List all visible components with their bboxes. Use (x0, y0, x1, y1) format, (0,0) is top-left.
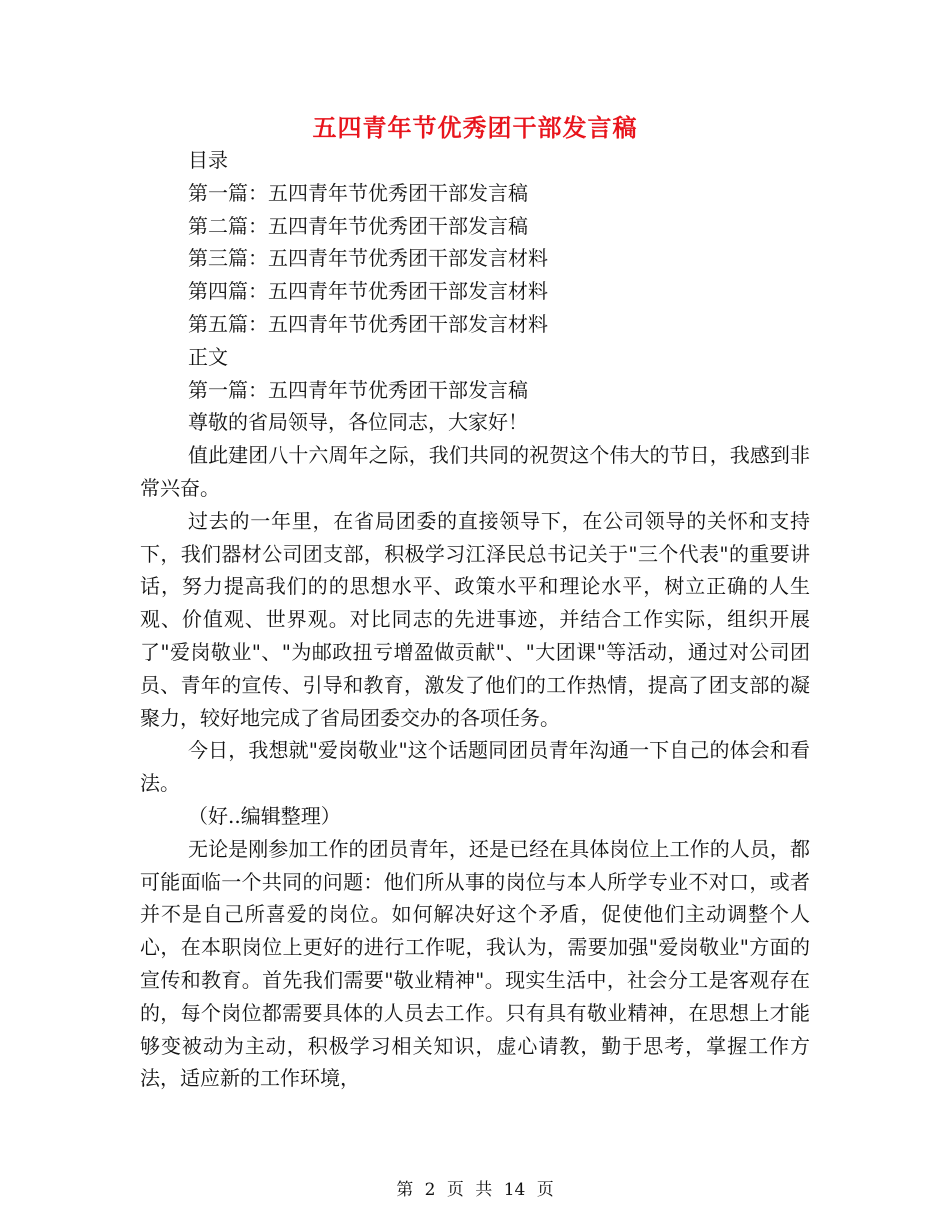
section-title: 第一篇：五四青年节优秀团干部发言稿 (188, 377, 528, 402)
editor-note: （好..编辑整理） (188, 803, 341, 828)
greeting: 尊敬的省局领导，各位同志，大家好！ (188, 410, 528, 435)
page-number: 第 2 页 共 14 页 (396, 1180, 554, 1200)
toc-item: 第三篇：五四青年节优秀团干部发言材料 (188, 246, 548, 271)
toc-item: 第五篇：五四青年节优秀团干部发言材料 (188, 311, 548, 336)
paragraph: 今日，我想就"爱岗敬业"这个话题同团员青年沟通一下自己的体会和看法。 (140, 738, 810, 796)
toc-heading: 目录 (188, 148, 228, 172)
paragraph: 值此建团八十六周年之际，我们共同的祝贺这个伟大的节日，我感到非常兴奋。 (140, 443, 810, 500)
document-title: 五四青年节优秀团干部发言稿 (312, 114, 638, 142)
document-body (140, 144, 810, 1095)
paragraph: 过去的一年里，在省局团委的直接领导下，在公司领导的关怀和支持下，我们器材公司团支部，积极学习江泽民总书记关于"三个代表"的重要讲话，努力提高我们的的思想水平、政策水平和理论水平，树立正确的人生观、价值观、世界观。对比同志的先进事迹，并结合工作实际，组织开展了"爱岗敬业"、"为邮政扭亏增盈做贡献"、"大团课"等活动，通过对公司团员、青年的宣传、引导和教育，激发了他们的工作热情，提高了团支部的凝聚力，较好地完成了省局团委交办的各项任务。 (140, 508, 810, 730)
toc-item: 第四篇：五四青年节优秀团干部发言材料 (188, 279, 548, 304)
toc-item: 第二篇：五四青年节优秀团干部发言稿 (188, 213, 528, 238)
toc-item: 第一篇：五四青年节优秀团干部发言稿 (188, 180, 528, 205)
paragraph: 无论是刚参加工作的团员青年，还是已经在具体岗位上工作的人员，都可能面临一个共同的问题：他们所从事的岗位与本人所学专业不对口，或者并不是自己所喜爱的岗位。如何解决好这个矛盾，促使他们主动调整个人心，在本职岗位上更好的进行工作呢，我认为，需要加强"爱岗敬业"方面的宣传和教育。首先我们需要"敬业精神"。现实生活中，社会分工是客观存在的，每个岗位都需要具体的人员去工作。只有具有敬业精神，在思想上才能够变被动为主动，积极学习相关知识，虚心请教，勤于思考，掌握工作方法，适应新的工作环境， (140, 836, 810, 1091)
body-heading: 正文 (188, 344, 228, 369)
